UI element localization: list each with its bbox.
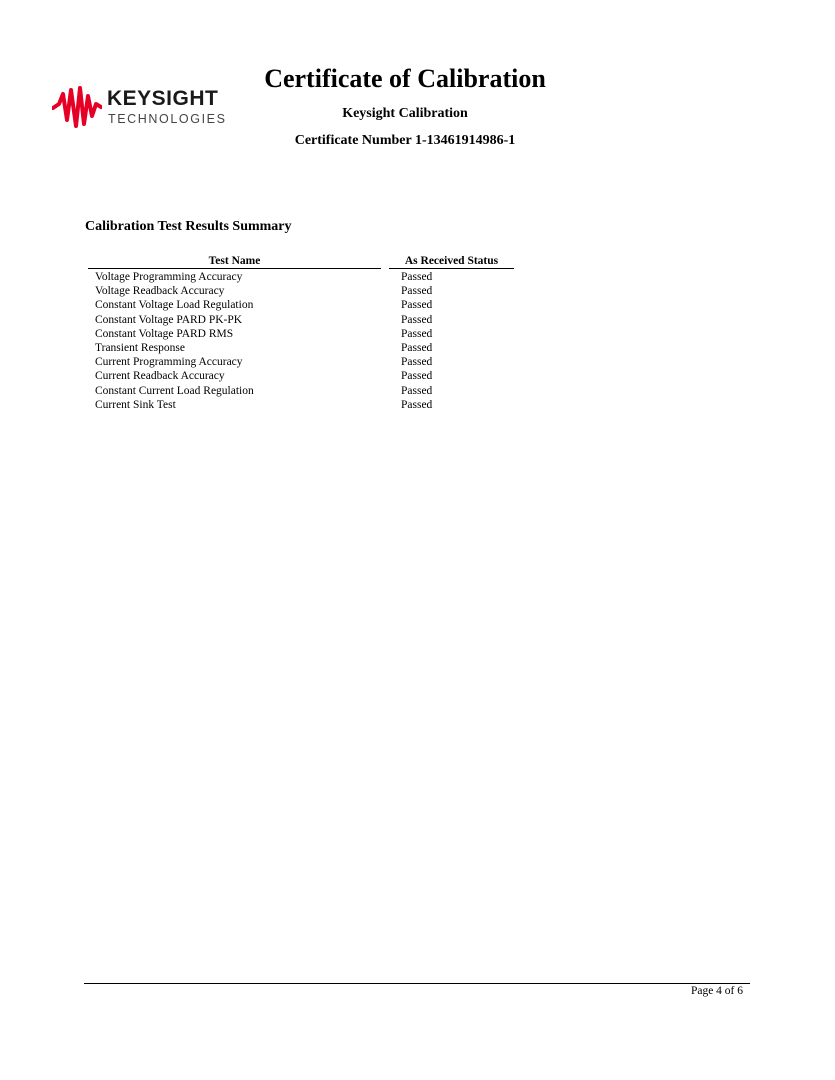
status-cell: Passed bbox=[401, 327, 433, 340]
table-row bbox=[88, 328, 518, 342]
table-row bbox=[88, 370, 518, 384]
table-row bbox=[88, 342, 518, 356]
results-summary-heading: Calibration Test Results Summary bbox=[85, 219, 292, 234]
table-row bbox=[88, 314, 518, 328]
status-cell: Passed bbox=[401, 285, 433, 298]
certificate-title: Certificate of Calibration bbox=[264, 64, 546, 93]
test-name-cell: Constant Voltage Load Regulation bbox=[95, 299, 254, 312]
table-row bbox=[88, 299, 518, 313]
table-row bbox=[88, 285, 518, 299]
status-cell: Passed bbox=[401, 299, 433, 312]
status-cell: Passed bbox=[401, 370, 433, 383]
test-name-cell: Current Sink Test bbox=[95, 398, 176, 411]
test-name-cell: Transient Response bbox=[95, 341, 185, 354]
logo-tagline-text: TECHNOLOGIES bbox=[108, 112, 227, 126]
status-cell: Passed bbox=[401, 271, 433, 283]
table-row bbox=[88, 399, 518, 413]
status-cell: Passed bbox=[401, 384, 433, 397]
page-number: Page 4 of 6 bbox=[690, 985, 743, 997]
status-cell: Passed bbox=[401, 313, 433, 326]
test-name-cell: Current Readback Accuracy bbox=[95, 370, 225, 383]
status-cell: Passed bbox=[401, 356, 433, 369]
logo-brand-text: KEYSIGHT bbox=[107, 87, 219, 110]
certificate-subtitle: Keysight Calibration bbox=[342, 106, 468, 121]
table-row bbox=[88, 271, 518, 285]
table-row bbox=[88, 385, 518, 399]
test-name-cell: Constant Current Load Regulation bbox=[95, 384, 254, 397]
column-header-status: As Received Status bbox=[389, 255, 514, 269]
certificate-number: Certificate Number 1-13461914986-1 bbox=[294, 133, 516, 148]
status-cell: Passed bbox=[401, 398, 433, 411]
column-header-test-name: Test Name bbox=[88, 255, 381, 269]
test-name-cell: Voltage Readback Accuracy bbox=[95, 285, 225, 298]
test-name-cell: Constant Voltage PARD PK-PK bbox=[95, 313, 243, 326]
status-cell: Passed bbox=[401, 341, 433, 354]
test-name-cell: Voltage Programming Accuracy bbox=[95, 271, 243, 283]
test-name-cell: Current Programming Accuracy bbox=[95, 356, 243, 369]
results-table-header bbox=[88, 255, 518, 271]
results-table bbox=[88, 255, 518, 413]
test-name-cell: Constant Voltage PARD RMS bbox=[95, 327, 234, 340]
table-row bbox=[88, 356, 518, 370]
footer-divider bbox=[84, 983, 750, 984]
